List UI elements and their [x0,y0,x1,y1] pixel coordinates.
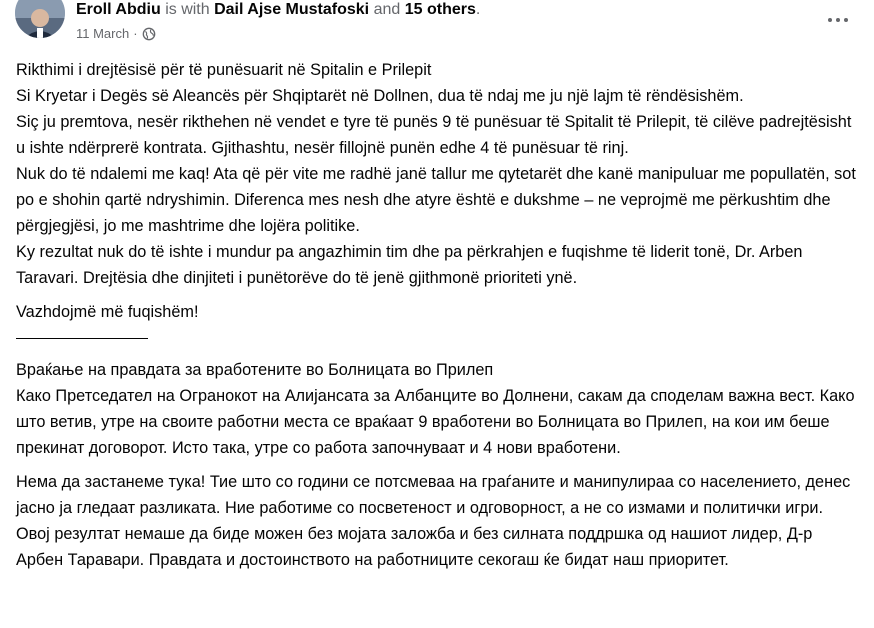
sq-paragraph: Ky rezultat nuk do të ishte i mundur pa angazhimin tim dhe pa përkrahjen e fuqishme të liderit tonë, Dr. Arben Taravari. Drejtësia dhe dinjiteti i punëtorëve do të jenë gjithmonë prioriteti ynë. [16,243,803,287]
mk-paragraph: Нема да застанеме тука! Тие што со години се потсмеваа на граѓаните и манипулираа со населението, денес јасно ја гледаат разликата. Ние работиме со посветеност и одговорност, а не со измами и политички игри. [16,473,851,517]
globe-icon[interactable] [142,27,156,41]
and-text: and [373,1,401,18]
spacer [16,461,861,469]
meta-separator: · [133,26,138,41]
mk-paragraph: Овој резултат немаше да биде можен без мојата заложба и без силната поддршка од нашиот лидер, Д-р Арбен Таравари. Правдата и достоинството на работниците секогаш ќе бидат наш приоритет. [16,525,813,569]
profile-photo [15,0,65,38]
sq-title: Rikthimi i drejtësisë për të punësuarit në Spitalin e Prilepit [16,61,432,79]
spacer [16,291,861,299]
author-name[interactable]: Eroll Abdiu [76,1,161,18]
sq-closing: Vazhdojmë më fuqishëm! [16,303,199,321]
more-options-icon[interactable] [820,6,856,34]
sq-paragraph: Nuk do të ndalemi me kaq! Ata që për vite me radhë janë tallur me qytetarët dhe kanë manipuluar me popullatën, sot po e shohin qartë ndryshimin. Diferenca mes nesh dhe atyre është e dukshme – ne veprojmë me përkushtim dhe përgjegjësi, jo me mashtrime dhe lojëra politike. [16,165,856,235]
mk-paragraph: Како Претседател на Огранокот на Алијансата за Албанците во Долнени, сакам да споделам важна вест. Како што ветив, утре на своите работни места се враќаат 9 вработени во Болницата во Прилеп, на кои им беше прекинат договорот. Исто така, утре со работа започнуваат и 4 нови вработени. [16,387,855,457]
tagged-user[interactable]: Dail Ajse Mustafoski [214,1,370,18]
post-body [16,57,861,573]
is-with-text: is with [165,1,210,18]
header-period: . [475,1,481,18]
mk-title: Враќање на правдата за вработените во Болницата во Прилеп [16,361,494,379]
post-header [76,0,480,20]
avatar[interactable] [15,0,65,38]
sq-paragraph: Siç ju premtova, nesër rikthehen në vendet e tyre të punës 9 të punësuar të Spitalit të Prilepit, të cilëve padrejtësisht u ishte ndërprerë kontrata. Gjithashtu, nesër fillojnë punën edhe 4 të punësuar të rinj. [16,113,852,157]
tagged-others-link[interactable]: 15 others [404,1,476,18]
post-meta [76,25,156,43]
sq-paragraph: Si Kryetar i Degës së Aleancës për Shqiptarët në Dollnen, dua të ndaj me ju një lajm të rëndësishëm. [16,87,744,105]
divider [16,325,861,351]
post-date[interactable]: 11 March [76,26,130,41]
